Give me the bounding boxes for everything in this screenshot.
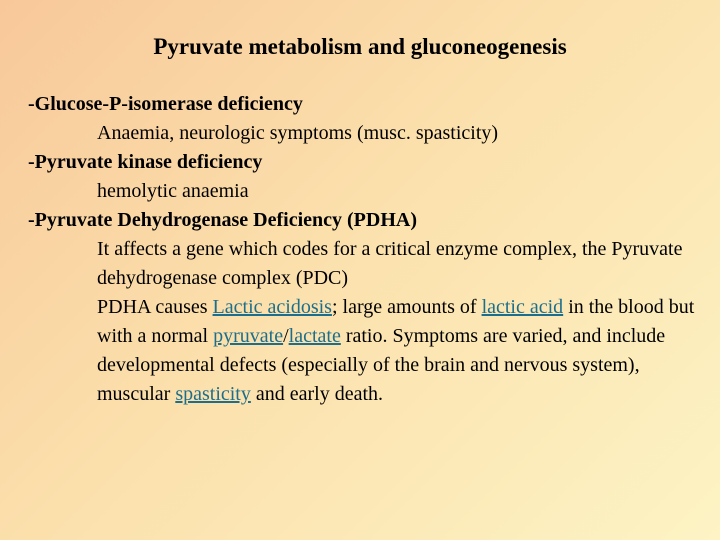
text-fragment: ; large amounts of (331, 296, 482, 318)
slide-content (28, 90, 698, 409)
text-fragment: and early death. (250, 383, 384, 405)
pyruvate-link[interactable]: pyruvate (213, 325, 284, 347)
section-detail-pdha-causes (28, 293, 698, 409)
section-detail-gpi: Anaemia, neurologic symptoms (musc. spasticity) (97, 122, 499, 144)
slide-title: Pyruvate metabolism and gluconeogenesis (153, 34, 567, 59)
lactic-acidosis-link[interactable]: Lactic acidosis (212, 296, 332, 318)
section-detail-pdha-gene: It affects a gene which codes for a critical enzyme complex, the Pyruvate dehydrogenase complex (PDC) (97, 238, 683, 289)
text-fragment: in the blood but with a normal (97, 296, 695, 347)
section-heading-pk: -Pyruvate kinase deficiency (28, 151, 263, 173)
text-fragment: PDHA causes (97, 296, 213, 318)
section-detail-pk: hemolytic anaemia (97, 180, 249, 202)
text-fragment: ratio. Symptoms are varied, and include developmental defects (especially of the brain and nervous system), muscular (97, 325, 666, 405)
section-heading-gpi: -Glucose-P-isomerase deficiency (28, 93, 303, 115)
section-heading-pdha: -Pyruvate Dehydrogenase Deficiency (PDHA) (28, 209, 417, 231)
text-fragment: / (283, 325, 289, 347)
lactate-link[interactable]: lactate (288, 325, 341, 347)
lactic-acid-link[interactable]: lactic acid (481, 296, 564, 318)
spasticity-link[interactable]: spasticity (175, 383, 251, 405)
